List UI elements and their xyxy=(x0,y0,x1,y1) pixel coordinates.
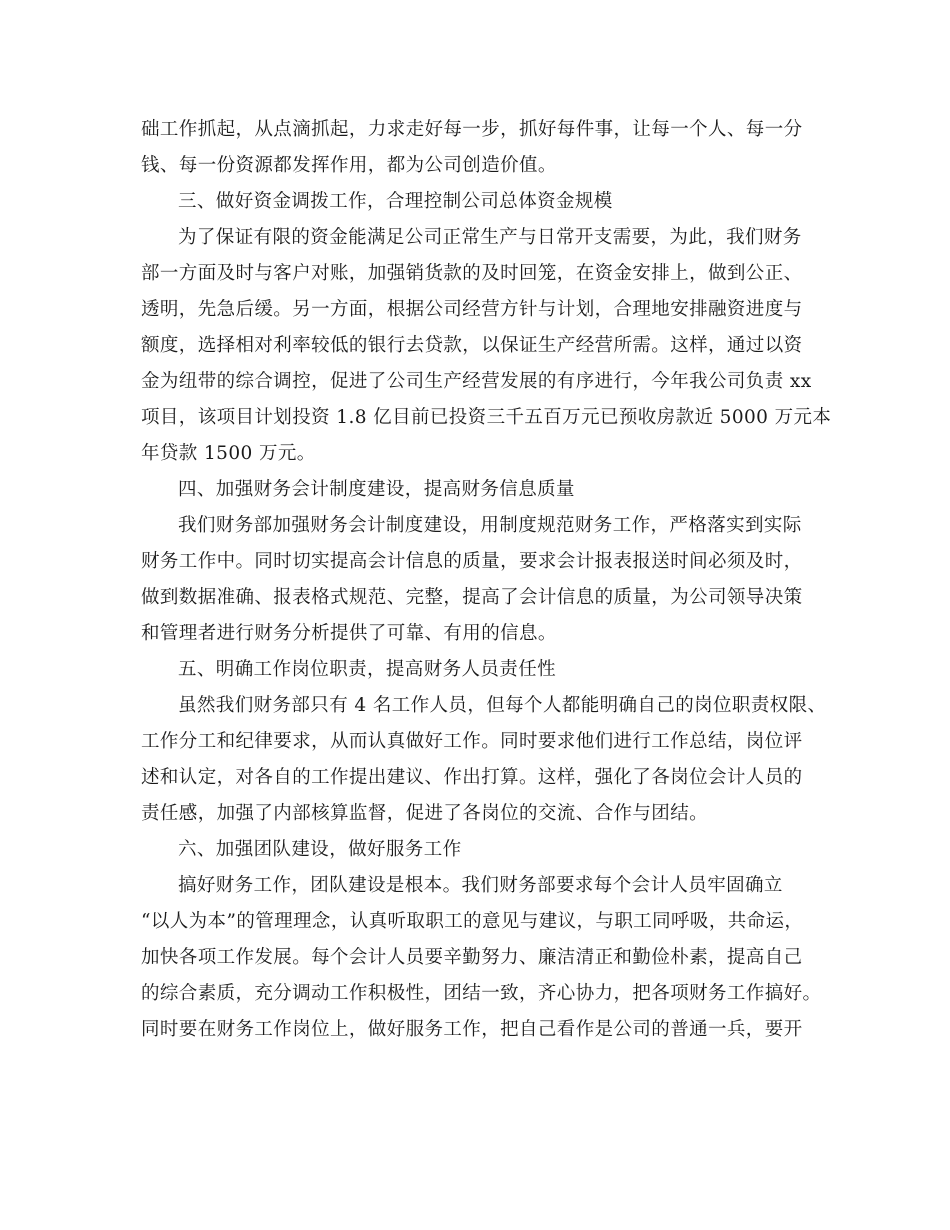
section-heading: 三、做好资金调拨工作，合理控制公司总体资金规模 xyxy=(178,191,613,212)
paragraph-line: 加快各项工作发展。每个会计人员要辛勤努力、廉洁清正和勤俭朴素，提高自己 xyxy=(141,947,803,968)
paragraph-line: 为了保证有限的资金能满足公司正常生产与日常开支需要，为此，我们财务 xyxy=(178,227,802,248)
section-heading: 六、加强团队建设，做好服务工作 xyxy=(178,839,462,860)
paragraph-line: 础工作抓起，从点滴抓起，力求走好每一步，抓好每件事，让每一个人、每一分 xyxy=(141,119,803,140)
paragraph-line: 虽然我们财务部只有 4 名工作人员，但每个人都能明确自己的岗位职责权限、 xyxy=(178,695,827,716)
paragraph-line: 金为纽带的综合调控，促进了公司生产经营发展的有序进行，今年我公司负责 xx xyxy=(141,371,812,392)
paragraph-line: 和管理者进行财务分析提供了可靠、有用的信息。 xyxy=(141,623,557,644)
section-heading: 四、加强财务会计制度建设，提高财务信息质量 xyxy=(178,479,575,500)
paragraph-line: 搞好财务工作，团队建设是根本。我们财务部要求每个会计人员牢固确立 xyxy=(178,875,783,896)
paragraph-line: 述和认定，对各自的工作提出建议、作出打算。这样，强化了各岗位会计人员的 xyxy=(141,767,803,788)
paragraph-line: 同时要在财务工作岗位上，做好服务工作，把自己看作是公司的普通一兵，要开 xyxy=(141,1019,803,1040)
paragraph-line: 我们财务部加强财务会计制度建设，用制度规范财务工作，严格落实到实际 xyxy=(178,515,802,536)
section-heading: 五、明确工作岗位职责，提高财务人员责任性 xyxy=(178,659,557,680)
paragraph-line: 做到数据准确、报表格式规范、完整，提高了会计信息的质量，为公司领导决策 xyxy=(141,587,803,608)
paragraph-line: 钱、每一份资源都发挥作用，都为公司创造价值。 xyxy=(141,155,557,176)
paragraph-line: 年贷款 1500 万元。 xyxy=(141,443,316,464)
paragraph-line: 责任感，加强了内部核算监督，促进了各岗位的交流、合作与团结。 xyxy=(141,803,709,824)
paragraph-line: 财务工作中。同时切实提高会计信息的质量，要求会计报表报送时间必须及时， xyxy=(141,551,803,572)
paragraph-line: 透明，先急后缓。另一方面，根据公司经营方针与计划，合理地安排融资进度与 xyxy=(141,299,803,320)
paragraph-line: 部一方面及时与客户对账，加强销货款的及时回笼，在资金安排上，做到公正、 xyxy=(141,263,803,284)
paragraph-line: 工作分工和纪律要求，从而认真做好工作。同时要求他们进行工作总结，岗位评 xyxy=(141,731,803,752)
paragraph-line: 的综合素质，充分调动工作积极性，团结一致，齐心协力，把各项财务工作搞好。 xyxy=(141,983,822,1004)
paragraph-line: 额度，选择相对利率较低的银行去贷款，以保证生产经营所需。这样，通过以资 xyxy=(141,335,803,356)
paragraph-line: “以人为本”的管理理念，认真听取职工的意见与建议，与职工同呼吸，共命运， xyxy=(141,911,804,932)
paragraph-line: 项目，该项目计划投资 1.8 亿目前已投资三千五百万元已预收房款近 5000 万元本 xyxy=(141,407,832,428)
